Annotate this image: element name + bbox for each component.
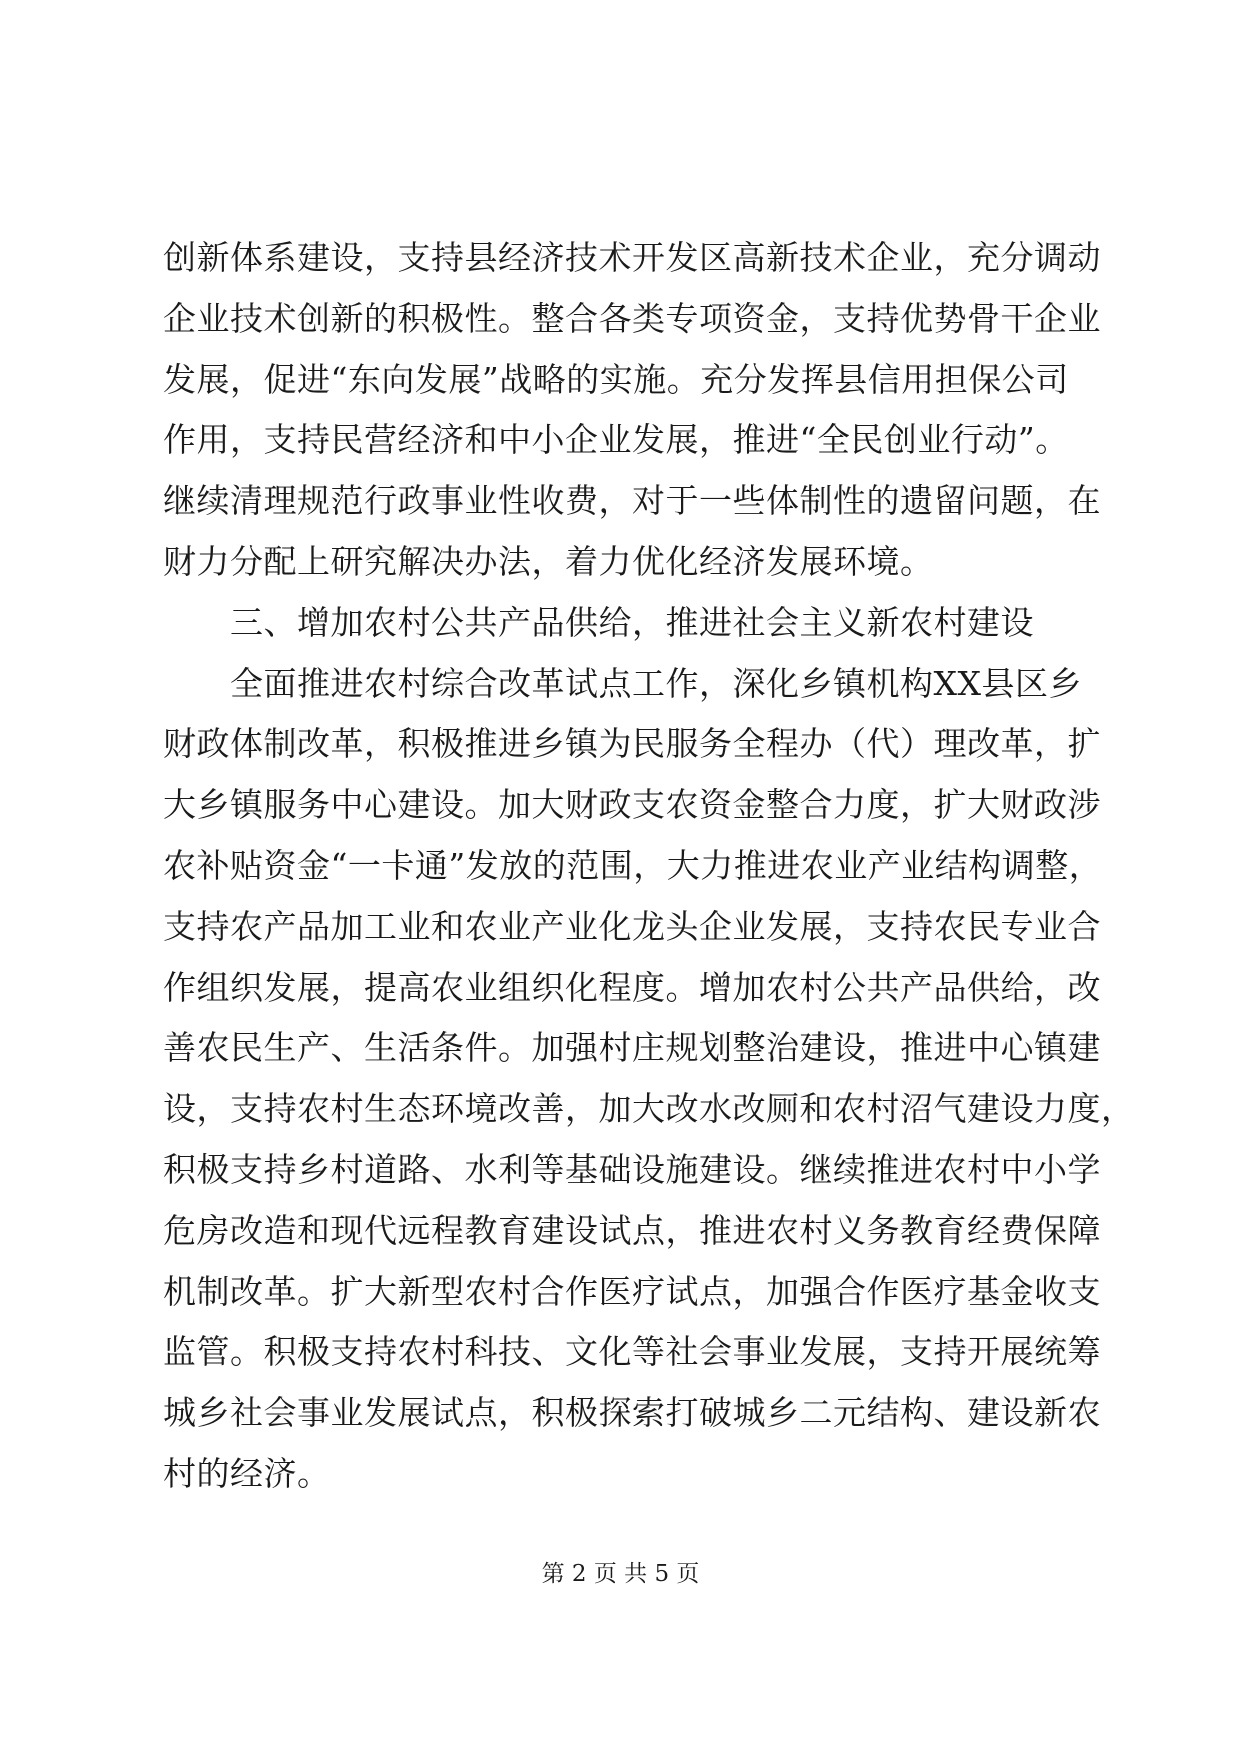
text-line: 积极支持乡村道路、水利等基础设施建设。继续推进农村中小学 — [163, 1149, 1101, 1189]
text-line: 作用，支持民营经济和中小企业发展，推进“全民创业行动”。 — [163, 420, 1069, 460]
text-line: 危房改造和现代远程教育建设试点，推进农村义务教育经费保障 — [163, 1210, 1101, 1250]
text-line: 村的经济。 — [163, 1453, 331, 1493]
text-line: 城乡社会事业发展试点，积极探索打破城乡二元结构、建设新农 — [163, 1393, 1101, 1433]
text-line: 大乡镇服务中心建设。加大财政支农资金整合力度，扩大财政涉 — [163, 785, 1101, 825]
text-line: 企业技术创新的积极性。整合各类专项资金，支持优势骨干企业 — [163, 298, 1101, 338]
page-number-footer: 第 2 页 共 5 页 — [541, 1561, 700, 1587]
section-heading: 三、增加农村公共产品供给，推进社会主义新农村建设 — [163, 602, 1034, 642]
text-line: 创新体系建设，支持县经济技术开发区高新技术企业，充分调动 — [163, 238, 1101, 277]
text-line: 财力分配上研究解决办法，着力优化经济发展环境。 — [163, 541, 934, 581]
text-line: 作组织发展，提高农业组织化程度。增加农村公共产品供给，改 — [163, 967, 1101, 1007]
text-line: 财政体制改革，积极推进乡镇为民服务全程办（代）理改革，扩 — [163, 724, 1101, 764]
text-line: 农补贴资金“一卡通”发放的范围，大力推进农业产业结构调整， — [163, 845, 1103, 885]
text-line: 设，支持农村生态环境改善，加大改水改厕和农村沼气建设力度， — [163, 1089, 1135, 1129]
text-line: 发展，促进“东向发展”战略的实施。充分发挥县信用担保公司 — [163, 359, 1069, 399]
text-line: 监管。积极支持农村科技、文化等社会事业发展，支持开展统筹 — [163, 1332, 1101, 1372]
document-body — [163, 228, 1135, 1505]
text-line: 机制改革。扩大新型农村合作医疗试点，加强合作医疗基金收支 — [163, 1271, 1101, 1311]
text-line: 支持农产品加工业和农业产业化龙头企业发展，支持农民专业合 — [163, 906, 1101, 946]
text-line: 善农民生产、生活条件。加强村庄规划整治建设，推进中心镇建 — [163, 1028, 1101, 1068]
text-line: 全面推进农村综合改革试点工作，深化乡镇机构XX县区乡 — [163, 663, 1082, 703]
text-line: 继续清理规范行政事业性收费，对于一些体制性的遗留问题，在 — [163, 481, 1101, 521]
